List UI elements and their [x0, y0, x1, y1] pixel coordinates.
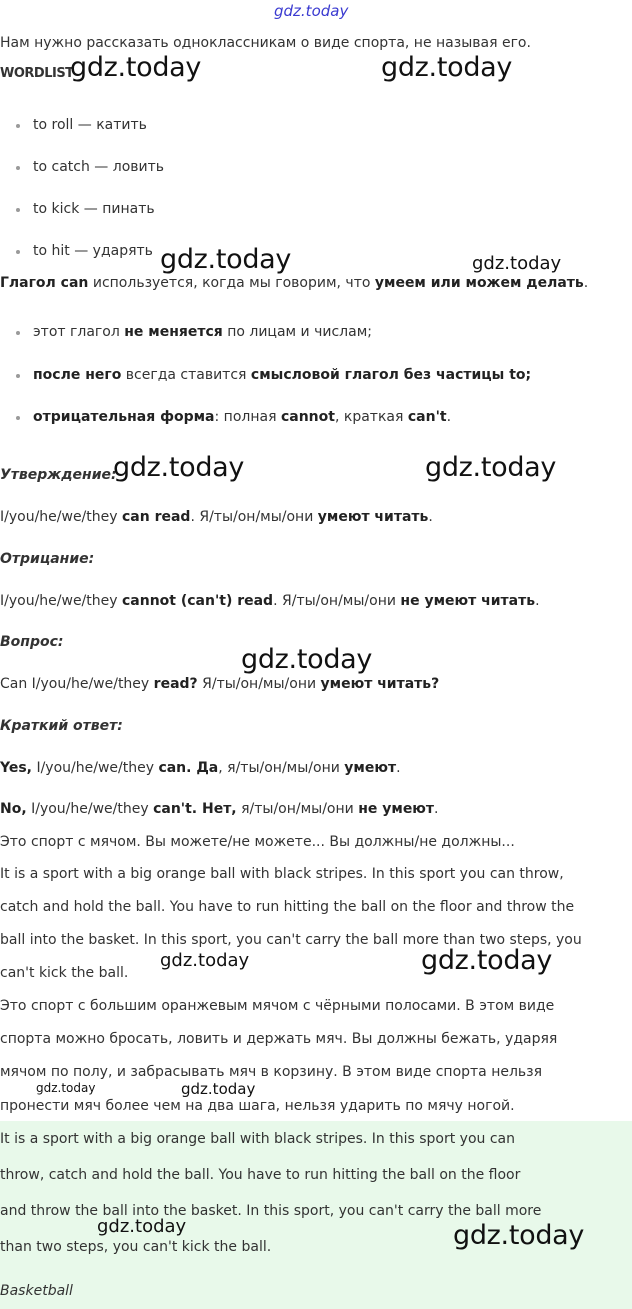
- short-answer-yes: Yes, I/you/he/we/they can. Да, я/ты/он/мы/они умеют.: [0, 760, 401, 776]
- example-en-line: catch and hold the ball. You have to run hitting the ball on the floor and throw the: [0, 899, 575, 915]
- watermark: gdz.today: [70, 52, 202, 83]
- grammar-text: Глагол can используется, когда мы говорим, что умеем или можем делать.: [0, 275, 589, 291]
- bullet-icon: [16, 416, 20, 420]
- short-answer-title: Краткий ответ:: [0, 718, 123, 734]
- question-example: Can I/you/he/we/they read? Я/ты/он/мы/они умеют читать?: [0, 676, 440, 692]
- bullet-icon: [16, 374, 20, 378]
- example-en-line: It is a sport with a big orange ball with black stripes. In this sport you can throw,: [0, 866, 564, 882]
- affirm-example: I/you/he/we/they can read. Я/ты/он/мы/они умеют читать.: [0, 509, 433, 525]
- answer-en-line: throw, catch and hold the ball. You have to run hitting the ball on the floor: [0, 1167, 521, 1183]
- answer-en-line: than two steps, you can't kick the ball.: [0, 1239, 272, 1255]
- answer-en-line: and throw the ball into the basket. In this sport, you can't carry the ball more: [0, 1203, 542, 1219]
- watermark: gdz.today: [97, 1216, 187, 1237]
- bullet-icon: [16, 250, 20, 254]
- example-ru-line: Это спорт с большим оранжевым мячом с чёрными полосами. В этом виде: [0, 998, 555, 1014]
- watermark: gdz.today: [160, 950, 250, 971]
- watermark: gdz.today: [453, 1220, 585, 1251]
- example-ru-line: спорта можно бросать, ловить и держать мяч. Вы должны бежать, ударяя: [0, 1031, 558, 1047]
- watermark: gdz.today: [113, 452, 245, 483]
- affirm-title: Утверждение:: [0, 467, 117, 483]
- question-title: Вопрос:: [0, 634, 64, 650]
- wordlist-title: WORDLIST: [0, 66, 74, 81]
- watermark: gdz.today: [181, 1080, 256, 1098]
- watermark: gdz.today: [425, 452, 557, 483]
- answer-word: Basketball: [0, 1283, 73, 1299]
- watermark: gdz.today: [421, 945, 553, 976]
- watermark: gdz.today: [36, 1081, 96, 1095]
- example-ru-line: мячом по полу, и забрасывать мяч в корзину. В этом виде спорта нельзя: [0, 1064, 543, 1080]
- watermark: gdz.today: [241, 644, 373, 675]
- bullet-icon: [16, 166, 20, 170]
- example-ru-line: пронести мяч более чем на два шага, нельзя ударить по мячу ногой.: [0, 1098, 515, 1114]
- bullet-icon: [16, 208, 20, 212]
- answer-en-line: It is a sport with a big orange ball with black stripes. In this sport you can: [0, 1131, 515, 1147]
- watermark: gdz.today: [274, 2, 349, 20]
- example-en-line: can't kick the ball.: [0, 965, 129, 981]
- negation-title: Отрицание:: [0, 551, 95, 567]
- example-en-line: ball into the basket. In this sport, you can't carry the ball more than two steps, you: [0, 932, 582, 948]
- negation-example: I/you/he/we/they cannot (can't) read. Я/ты/он/мы/они не умеют читать.: [0, 593, 540, 609]
- intro-text: Нам нужно рассказать одноклассникам о виде спорта, не называя его.: [0, 35, 531, 51]
- watermark: gdz.today: [472, 253, 562, 274]
- template-phrase: Это спорт с мячом. Вы можете/не можете... Вы должны/не должны...: [0, 834, 515, 850]
- bullet-icon: [16, 331, 20, 335]
- watermark: gdz.today: [381, 52, 513, 83]
- bullet-icon: [16, 124, 20, 128]
- short-answer-no: No, I/you/he/we/they can't. Нет, я/ты/он/мы/они не умеют.: [0, 801, 439, 817]
- watermark: gdz.today: [160, 244, 292, 275]
